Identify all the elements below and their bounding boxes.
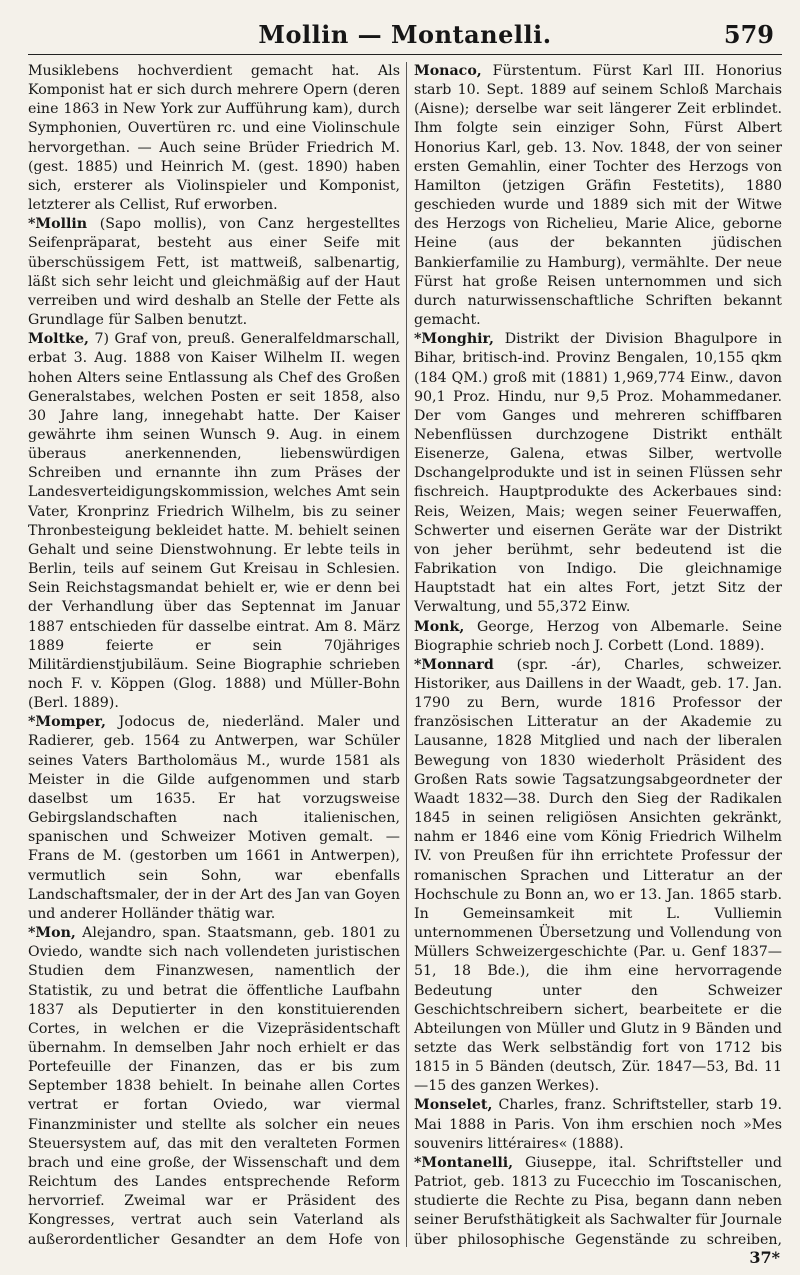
entry-headword: *Monnard bbox=[414, 656, 494, 673]
entry-headword: Monselet, bbox=[414, 1097, 493, 1114]
signature-mark: 37* bbox=[749, 1248, 780, 1267]
entry-text: Musiklebens hochverdient gemacht hat. Als Komponist hat er sich durch mehrere Opern (deren eine 1863 in New York zur Aufführung kam), durch Symphonien, Ouvertüren rc. und eine Violinschule hervorgethan. — Auch seine Brüder Friedrich M. (gest. 1885) und Heinrich M. (gest. 1890) haben sich, ersterer als Violinspieler und Komponist, letzterer als Cellist, Ruf erworben. bbox=[28, 63, 400, 214]
entry-text: (Sapo mollis), von Canz hergestelltes Seifenpräparat, besteht aus einer Seife mit überschüssigem Fett, ist mattweiß, salbenartig, läßt sich sehr leicht und gleichmäßig auf der Haut verreiben und wird deshalb an Stelle der Fette als Grundlage für Salben benutzt. bbox=[28, 216, 400, 329]
entry-text: 7) Graf von, preuß. Generalfeldmarschall, erbat 3. Aug. 1888 von Kaiser Wilhelm II. wegen hohen Alters seine Entlassung als Chef des Großen Generalstabes, welchen Posten er seit 1858, also 30 Jahre lang, innegehabt hatte. Der Kaiser gewährte ihm seinen Wunsch 9. Aug. in einem überaus anerkennenden, liebenswürdigen Schreiben und ernannte ihn zum Präses der Landesverteidigungskommission, welches Amt sein Vater, Kronprinz Friedrich Wilhelm, bis zu seiner Thronbesteigung bekleidet hatte. M. behielt seinen Gehalt und seine Dienstwohnung. Er lebte teils in Berlin, teils auf seinem Gut Kreisau in Schlesien. Sein Reichstagsmandat behielt er, wie er denn bei der Verhandlung über das Septennat im Januar 1887 entschieden für dasselbe eintrat. Am 8. März 1889 feierte er sein 70jähriges Militärdienstjubiläum. Seine Biographie schrieben noch F. v. Köppen (Glog. 1888) und Müller-Bohn (Berl. 1889). bbox=[28, 331, 400, 712]
entry-headword: *Momper, bbox=[28, 714, 106, 731]
entry-text: (spr. -ár), Charles, schweizer. Historiker, aus Daillens in der Waadt, geb. 17. Jan. 1790 zu Bern, wurde 1816 Professor der französischen Litteratur an der Akademie zu Lausanne, 1828 Mitglied und nach der liberalen Bewegung von 1830 wiederholt Präsident des Großen Rats sowie Tagsatzungsabgeordneter der Waadt 1832—38. Durch den Sieg der Radikalen 1845 in seinen religiösen Ansichten gekränkt, nahm er 1846 eine vom König Friedrich Wilhelm IV. von Preußen für ihn errichtete Professur der romanischen Sprachen und Litteratur an der Hochschule zu Bonn an, wo er 13. Jan. 1865 starb. In Gemeinsamkeit mit L. Vulliemin unternommenen Übersetzung und Vollendung von Müllers Schweizergeschichte (Par. u. Genf 1837—51, 18 Bde.), die ihm eine hervorragende Bedeutung unter den Schweizer Geschichtschreibern sichert, bearbeitete er die Abteilungen von Müller und Glutz in 9 Bänden und setzte das Werk selbständig fort von 1712 bis 1815 in 5 Bänden (deutsch, Zür. 1847—53, Bd. 11—15 des ganzen Werkes). bbox=[414, 656, 782, 1095]
entry-headword: *Montanelli, bbox=[414, 1154, 514, 1171]
entry-moltke bbox=[28, 330, 400, 713]
entry-molique-continuation bbox=[28, 62, 400, 215]
entry-monnard bbox=[414, 656, 782, 1097]
page-header bbox=[28, 20, 782, 55]
entry-headword: Moltke, bbox=[28, 331, 89, 348]
entry-text: Alejandro, span. Staatsmann, geb. 1801 zu Oviedo, wandte sich nach vollendeten juristischen Studien dem Finanzwesen, namentlich der Statistik, zu und betrat die öffentliche Laufbahn 1837 als Deputierter in den konstituierenden Cortes, in welchen er die Vizepräsidentschaft übernahm. In demselben Jahr noch erhielt er das Portefeuille der Finanzen, das er bis zum September 1838 behielt. In beinahe allen Cortes vertrat er fortan Oviedo, war viermal Finanzminister und stellte als solcher ein neues Steuersystem auf, das mit den veralteten Formen brach und eine große, der Wissenschaft und dem Reichtum des Landes entsprechende Reform hervorrief. Zweimal war er Präsident des Kongresses, vertrat auch sein Vaterland als außerordentlicher Gesandter an dem Hofe von bbox=[28, 925, 400, 1247]
entry-headword: Monaco, bbox=[414, 63, 482, 79]
entry-headword: Monk, bbox=[414, 618, 465, 635]
entry-mollin bbox=[28, 215, 400, 330]
entry-monaco bbox=[414, 62, 782, 330]
entry-text: Distrikt der Division Bhagulpore in Bihar, britisch-ind. Provinz Bengalen, 10,155 qkm (184 QM.) groß mit (1881) 1,969,774 Einw., davon 90,1 Proz. Hindu, nur 9,5 Proz. Mohammedaner. Der vom Ganges und mehreren schiffbaren Nebenflüssen durchzogene Distrikt enthält Eisenerze, Galena, etwas Silber, wertvolle Dschangelprodukte und ist in seinen Flüssen sehr fischreich. Hauptprodukte des Ackerbaues sind: Reis, Weizen, Mais; wegen seiner Feuerwaffen, Schwerter und eisernen Geräte war der Distrikt von jeher berühmt, sehr bedeutend ist die Fabrikation von Indigo. Die gleichnamige Hauptstadt hat ein altes Fort, jetzt Sitz der Verwaltung, und 55,372 Einw. bbox=[414, 331, 782, 616]
entry-text: Charles, franz. Schriftsteller, starb 19. Mai 1888 in Paris. Von ihm erschien noch »Mes souvenirs littéraires« (1888). bbox=[414, 1097, 782, 1152]
entry-montanelli bbox=[414, 1154, 782, 1247]
entry-text: George, Herzog von Albemarle. Seine Biographie schrieb noch J. Corbett (Lond. 1889). bbox=[414, 618, 782, 654]
entry-text: Giuseppe, ital. Schriftsteller und Patriot, geb. 1813 zu Fucecchio im Toscanischen, studierte die Rechte zu Pisa, begann dann neben seiner Berufsthätigkeit als Sachwalter für Journale über philosophische Gegenstände zu schreiben, bbox=[414, 1154, 782, 1247]
entry-headword: *Mon, bbox=[28, 925, 76, 942]
entry-monk bbox=[414, 618, 782, 656]
right-column bbox=[414, 62, 782, 1247]
entry-headword: *Monghir, bbox=[414, 331, 494, 348]
entry-text: Jodocus de, niederländ. Maler und Radierer, geb. 1564 zu Antwerpen, war Schüler seines Vaters Bartholomäus M., wurde 1581 als Meister in die Gilde aufgenommen und starb daselbst um 1635. Er hat vorzugsweise Gebirgslandschaften nach italienischen, spanischen und Schweizer Motiven gemalt. — Frans de M. (gestorben um 1661 in Antwerpen), vermutlich sein Sohn, war ebenfalls Landschaftsmaler, der in der Art des Jan van Goyen und anderer Holländer thätig war. bbox=[28, 714, 400, 922]
entry-monghir bbox=[414, 330, 782, 617]
entry-mon bbox=[28, 924, 400, 1247]
entry-headword: *Mollin bbox=[28, 216, 88, 233]
entry-monselet bbox=[414, 1096, 782, 1153]
running-head: Mollin — Montanelli. bbox=[258, 20, 552, 49]
entry-text: Fürstentum. Fürst Karl III. Honorius starb 10. Sept. 1889 auf seinem Schloß Marchais (Aisne); derselbe war seit längerer Zeit erblindet. Ihm folgte sein einziger Sohn, Fürst Albert Honorius Karl, geb. 13. Nov. 1848, der von seiner ersten Gemahlin, einer Tochter des Herzogs von Hamilton (jetzigen Gräfin Festetits), 1880 geschieden wurde und 1889 sich mit der Witwe des Herzogs von Richelieu, Marie Alice, geborne Heine (aus der bekannten jüdischen Bankierfamilie zu Hamburg), vermählte. Der neue Fürst hat große Reisen unternommen und sich durch naturwissenschaftliche Schriften bekannt gemacht. bbox=[414, 63, 782, 329]
column-divider bbox=[406, 62, 407, 1247]
page-number: 579 bbox=[723, 20, 774, 49]
entry-momper bbox=[28, 713, 400, 924]
left-column bbox=[28, 62, 400, 1247]
